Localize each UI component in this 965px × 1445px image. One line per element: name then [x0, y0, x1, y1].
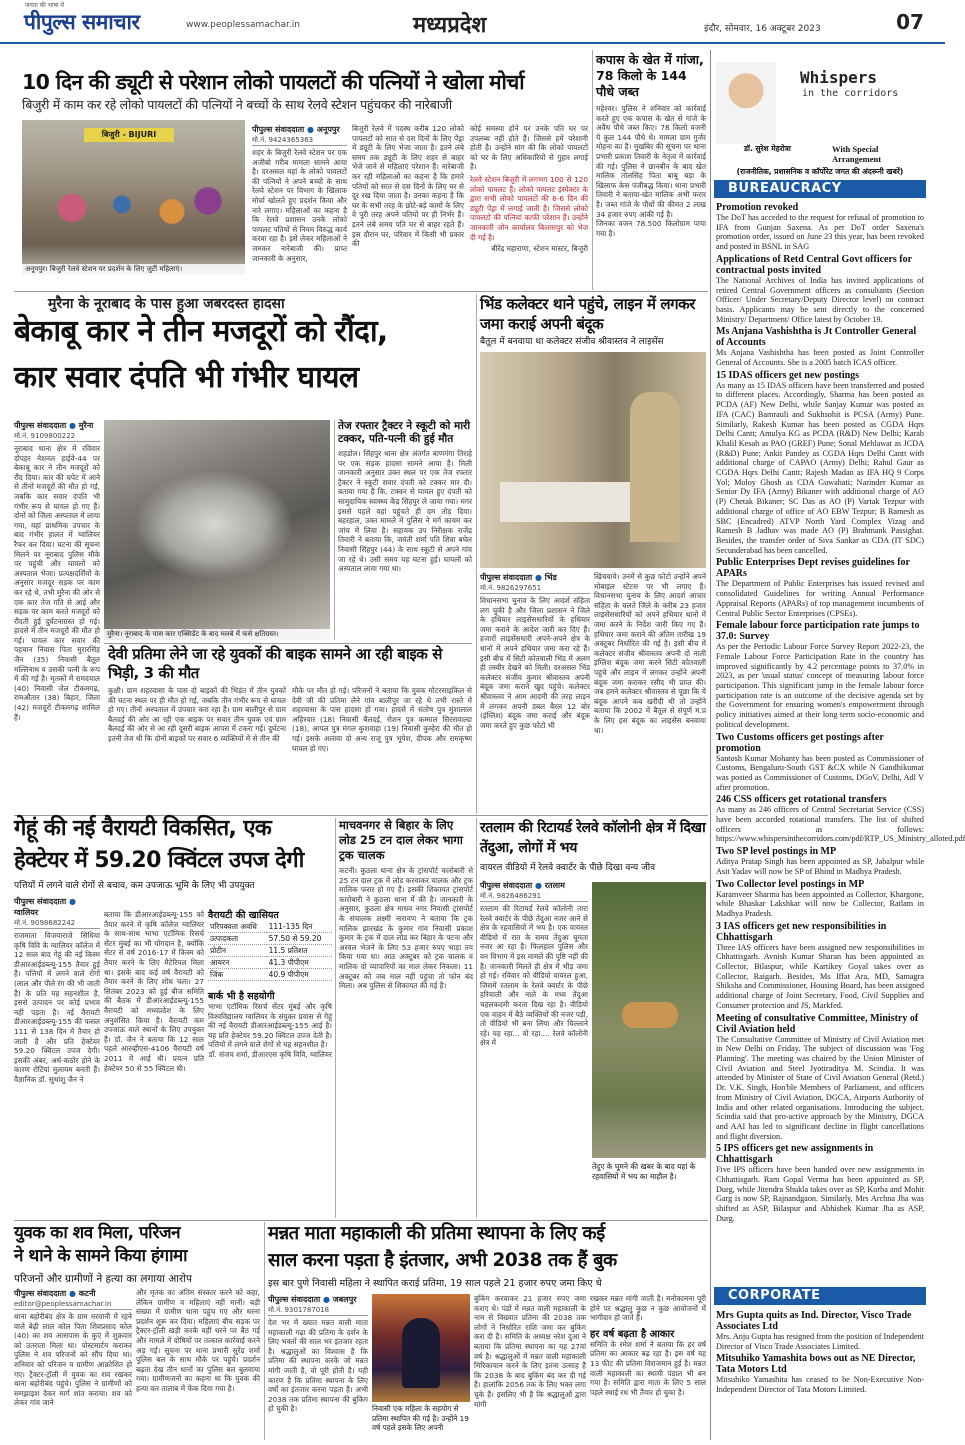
- story3-text-1: विधानसभा चुनाव के लिए आदर्श संहिता लग चुकी है और जिला प्रशासन ने जिले के हथियार लाइसेंसधारियों के हथियार जमा कराने के आदेश जारी कर दिए हैं। हजारों लाइसेंसधारी अपने-अपने क्षेत्र के थानों में अपने हथियार जमा करा रहे हैं। इसी बीच में सिटी कोतवाली भिंड में अलग ही तस्वीर देखने को मिली। दरअसल भिंड कलेक्टर संजीव कुमार श्रीवास्तव अपनी बंदूक जमा कराने खुद पहुंचे। कलेक्टर श्रीवास्तव ने आम आदमी की तरह लाइन में लगकर अपनी डबल बैरल 12 बोर (इंग्लिश) बंदूक जमा कराई और बंदूक जमा करते हुए कुछ फोटो भी: [480, 596, 590, 730]
- story6-headline: माचवनगर से बिहार के लिए लोड 25 टन दाल लेकर भागा ट्रक चालक: [339, 818, 463, 862]
- table-shape: [500, 482, 650, 522]
- bureaucracy-item-heading: 5 IPS officers get new assignments in Chhattisgarh: [716, 1143, 874, 1166]
- station-sign: बिजुरी - BIJURI: [84, 128, 174, 142]
- bureaucracy-item-heading: 3 IAS officers get new responsibilities in Chhattisgarh: [716, 920, 887, 943]
- byline-source: पीपुल्स संवाददाता: [252, 125, 305, 134]
- whispers-subtitle: (राजनीतिक, प्रशासनिक व कॉर्पोरेट जगत की अंदरूनी खबरें): [736, 167, 904, 176]
- story2-mobile: मो.नं. 9109800222: [14, 431, 100, 442]
- wreck-shape: [134, 470, 294, 580]
- story2b-headline: तेज रफ्तार ट्रैक्टर ने स्कूटी को मारी टक्कर, पति-पत्नी की हुई मौत: [338, 420, 471, 445]
- story1-photo-caption: अनूपपुर। बिजुरी रेलवे स्टेशन पर प्रदर्शन के लिए जुटीं महिलाएं।: [22, 264, 245, 275]
- story9-col3: [590, 1294, 706, 1440]
- story9-headline-2: साल करना पड़ता है इंतजार, अभी 2038 तक हैं बुक: [268, 1250, 617, 1271]
- story1-photo: [22, 120, 245, 275]
- story5-sub2-attrib: डॉ. संजय शर्मा, डीआरएस कृषि विवि, ग्वालियर: [208, 1049, 332, 1059]
- bureaucracy-item-body: Karamveer Sharma has been appointed as Collector, Khargone, while Bhaskar Lakshkar will now be Collector, Ratlam in Madhya Pradesh.: [716, 889, 924, 918]
- table-cell-value: 57.50 से 59.20: [267, 933, 332, 945]
- story2b: [338, 420, 472, 640]
- story1-body-col3: कोई समस्या होने पर उनके पति घर पर उपलब्ध नहीं होते हैं। जिससे हमें परेशानी होती है। उन्होंने मांग की कि लोको पायलटों को घर के लिए अधिकारियों से गुहार लगाई है।: [470, 124, 588, 172]
- bureaucracy-item-heading: Meeting of consultative Committee, Ministry of Civil Aviation held: [716, 1012, 919, 1035]
- story9-headline-1: मन्नत माता महाकाली की प्रतिमा स्थापना के लिए कई: [268, 1223, 605, 1244]
- story1-col3: [470, 124, 588, 284]
- corporate-item-heading: Mrs Gupta quits as Ind. Director, Visco Trade Associates Ltd: [716, 1310, 912, 1332]
- story2-body: [14, 420, 100, 810]
- story2-text: नूराबाद थाना क्षेत्र में रविवार दोपहर नेशनल हाईवे-44 पर बेकाबू कार ने तीन मजदूरों को रौंद दिया। कार की चपेट में आने से तीनों मजदूरों की मौत हो गई, जबकि कार सवार दंपति भी गंभीर रूप से घायल हो गए हैं। दोनों को जिला अस्पताल में लाया गया, यहां प्राथमिक उपचार के बाद गंभीर हालत में ग्वालियर रैफर कर दिया। घटना की सूचना मिलने पर नूराबाद पुलिस मौके पर पहुंची और घायलों को अस्पताल भेजा। प्रत्यक्षदर्शियों के अनुसार मजदूर सड़क पर काम कर रहे थे, तभी मुरैना की ओर से एक कार तेज गति से आई और सड़क पर काम करते मजदूरों को रौंदती हुई दुर्घटनाग्रस्त हो गई। हादसे में तीन मजदूरों की मौत हो गई। घायल कार सवार की पहचान निवास पिता मुरारसिंह जैन (35) निवासी बैतूल मल्लिनाथ व उसकी पत्नी के रूप में की गई है। मृतकों में रामदयाल (40) निवासी जेल टीकमगढ़, रामऔतार (38) बिहार, जिला (42) मजदूरों टीकमगढ़ शामिल हैं।: [14, 444, 101, 722]
- rule: [710, 50, 711, 1440]
- bureaucracy-item-body: The DoT has acceded to the request for refusal of promotion to IFA from Gunjan Saxena. As per DoT order Saxena's promotion order, issued on June 23 this year, has been revoked and posted in BSNL in SAG: [716, 213, 924, 252]
- story4-text-2: मौके पर मौत हो गई। परिजनों ने बताया कि युवक मोटरसाइकिल से देवी जी की प्रतिमा लेने गांव बालीपुर जा रहे थे तभी रास्ते में शहरवासा के पास हादसा हो गया। हादसे में संतोष पुत्र मुंशालाल अहिरवार (18) निवासी बैलदई, रोशन पुत्र कम्माल सिरसवाल्दा (18), आपल पुत्र मंगल कुशवाहा (19) निवासी कुम्हेरा की मौत हो गई। इसके अलावा दो अन्य राजू पुत्र भूपेश, दीपक और रामकृष्ण घायल हो गए।: [292, 686, 472, 753]
- bureaucracy-item-body: The Department of Public Enterprises has issued revised and consolidated Guidelines for writing Annual Performance Appraisal Reports (APARs) of top management incumbents of Central Public Sector Enterprises (CPSEs).: [716, 579, 924, 618]
- bureaucracy-list: [716, 200, 965, 1223]
- dateline: इंदौर, सोमवार, 16 अक्टूबर 2023: [704, 24, 821, 34]
- story1-body-col1: शहर के बिजुरी रेलवे स्टेशन पर एक अजीबो गरीब मामला सामने आया है। दरअसल यहां के लोको पायलटों की पत्नियों ने अपने बच्चों के साथ रेलवे स्टेशन पर विभाग के खिलाफ मोर्चा खोलते हुए प्रदर्शन किया और नारे लगाए। महिलाओं का कहना है कि रेलवे प्रशासन उनके लोको पायलट पतियों से नियम विरुद्ध कार्य करवा रहा है। इसे लेकर महिलाओं ने जमकर नारेबाजी की। प्राप्त जानकारी के अनुसार,: [252, 148, 347, 263]
- table-row: [208, 957, 332, 969]
- story2-byline: पीपुल्स संवाददाता ● मुरैना: [14, 421, 94, 430]
- paper-tagline: जनता की भाषा में: [25, 2, 65, 9]
- story5-col1: [14, 896, 100, 1216]
- credit: With Special Arrangement: [832, 144, 882, 164]
- leopard-shape: [622, 1002, 678, 1028]
- story4-headline: देवी प्रतिमा लेने जा रहे युवकों की बाइक सामने आ रही बाइक से भिड़ी, 3 की मौत: [108, 645, 442, 682]
- whispers-title-1: Whispers: [800, 68, 878, 87]
- byline-place: रतलाम: [544, 881, 565, 890]
- story8-subhead: परिजनों और ग्रामीणों ने हत्या का लगाया आरोप: [14, 1273, 192, 1285]
- corporate-list: [716, 1308, 924, 1440]
- story9-col1: [268, 1294, 368, 1440]
- corporate-item-body: Mitsuhiko Yamashita has ceased to be Non-Executive Non-Independent Director of Tata Motors Limited.: [716, 1375, 924, 1395]
- rule: [14, 1220, 708, 1221]
- story2-headline-2: कार सवार दंपति भी गंभीर घायल: [14, 360, 359, 395]
- story5-sub2: बार्क भी है सहयोगी: [208, 991, 275, 1002]
- story1-bullet: रेलवे स्टेशन बिजुरी में लगभग 100 से 120 लोको पायलट हैं। लोको पायलट इंस्पेक्टर के द्वारा सभी लोको पायलटों की 6-6 दिन की ड्यूटी पेंड्रा में लगाई जाती है। जिससे लोको पायलटों की पत्नियां काफी परेशान हैं। उन्होंने जानकारी जोन कार्यालय बिलासपुर को भेज दी गई है।: [470, 174, 588, 242]
- byline-place: अनूपपुर: [316, 125, 340, 134]
- bureaucracy-item-heading: Female labour force participation rate jumps to 37.0: Survey: [716, 620, 920, 643]
- byline-source: पीपुल्स संवाददाता: [480, 881, 533, 890]
- rule: [14, 291, 708, 292]
- table-cell-value: 41.3 पीपीएम: [267, 957, 332, 969]
- story5-sidebar: [208, 910, 332, 1216]
- rule: [476, 294, 477, 814]
- masthead: [0, 0, 945, 44]
- story1-subhead: बिजुरी में काम कर रहे लोको पायलटों की पत्नियों ने बच्चों के साथ रेलवे स्टेशन पहुंचकर की नारेबाजी: [22, 97, 452, 112]
- story3-col2: [594, 572, 706, 814]
- story5-mobile: मो.नं. 9098682242: [14, 918, 100, 929]
- byline-place: जबलपुर: [332, 1295, 357, 1304]
- story9-sub-body: समिति के रमेश शर्मा ने बताया कि हर वर्ष प्रतिमा का आकार बढ़ रहा है। इस वर्ष यह 13 फीट की प्रतिमा विराजमान हुई है। मन्नत वाली महाकाली का स्थायी पंडाल भी बन गया है। समिति द्वारा माता के लिए 5 साल पहले स्थाई रथ भी तैयार हो चुका है।: [590, 1339, 706, 1397]
- variety-table: [208, 921, 332, 981]
- cotton-price-tail: किलोग्राम पाया गया है।: [596, 219, 706, 238]
- story5-subhead: पत्तियों में लगने वाले रोगों से बचाव, कम उपजाऊ भूमि के लिए भी उपयुक्त: [14, 881, 255, 891]
- bureaucracy-band: BUREAUCRACY: [714, 180, 926, 198]
- bureaucracy-item-body: Five IPS officers have been handed over new assignments in Chhattisgarh. Ram Gopal Verma has been appointed as SP, Durg, while Jitendra Shukla takes over as SP, Korba and Mohit Garg is now SP, Rajnandgaon. Similarly, Mrs Archna Jha was shifted as ASP, Bilaspur and Abhishek Kumar Jha as ASP, Durg.: [716, 1165, 924, 1223]
- bureaucracy-item-heading: 246 CSS officers get rotational transfers: [716, 794, 887, 806]
- story9-text-2: बुकिंग करवाकर 21 हजार रुपए जमा कराए थे। पंडों में मन्नत वाली महाकाली के नाम से विख्यात प्रतिमा की 2038 तक लोगों ने निर्धारित राशि जमा कर बुकिंग करा दी है। समिति के अध्यक्ष नरेश दुआ ने बताया कि प्रतिमा स्थापना का यह 27वां वर्ष है। श्रद्धालुओं में मन्नत वाली महाकाली मिरिकायान करने के लिए इतना उत्साह है कि 2038 के बाद बुकिंग बंद कर दी गई है। हालांकि 2056 तक के लिए भक्त लगा चुके हैं। इसलिए भी है कि श्रद्धालुओं द्वारा मांगी: [474, 1294, 586, 1409]
- story1-attrib: बीरेंद्र महाराणा, स्टेशन मास्टर, बिजुरी: [491, 244, 588, 254]
- story9-subhead: इस बार पुणे निवासी महिला ने स्थापित कराई प्रतिमा, 19 साल पहले 21 हजार रुपए जमा किए थे: [268, 1278, 602, 1289]
- byline-source: पीपुल्स संवाददाता: [480, 573, 533, 582]
- cotton-price: [596, 219, 706, 238]
- bureaucracy-item-body: The National Archives of India has invited applications of retired Central Government officers as consultants (Section Officer/ Under Secretary/Deputy Director level) on contract basis. Applicants may be sent directly to the concerned Ministry/ Department/ Office latest by October 19.: [716, 275, 924, 324]
- table-row: [208, 969, 332, 981]
- story8-headline-1: युवक का शव मिला, परिजन: [14, 1223, 181, 1243]
- table-cell-value: 11.5 प्रतिशत: [267, 945, 332, 957]
- story6-text: कटनी। कुठला थाना क्षेत्र के ट्रांसपोर्ट कारोबारी से 25 टन दाल ट्रक में लोड करवाकर चालक और ट्रक मालिक फरार हो गए हैं। इसकी शिकायत ट्रांसपोर्ट कारोबारी ने कुठला थाना में की है। जानकारी के अनुसार, कुठला क्षेत्र माधव नगर निवासी ट्रांसपोर्ट के संचालक लक्ष्मी नारायण ने बताया कि ट्रक मालिक झारखंड के कुमार गांव निवासी प्रकाश कुमार के ट्रक में दाल लोड कर बिहार के पटना और अरवल भेजने के लिए 53 हजार रुपए भाड़ा तय किया गया था। आठ अक्टूबर को ट्रक चालक व मालिक दो व्यापारियों का माल लेकर निकला। 11 अक्टूबर को जब माल नहीं पहुंचा तो फोन बंद मिला। अब पुलिस से शिकायत की गई है।: [339, 866, 473, 991]
- rule: [104, 643, 472, 644]
- story2-photo: [104, 420, 330, 640]
- byline-source: पीपुल्स संवाददाता: [268, 1295, 321, 1304]
- story2-kicker: मुरैना के नूराबाद के पास हुआ जबरदस्त हादसा: [48, 296, 285, 312]
- idol-shape: [402, 1318, 440, 1388]
- byline-source: पीपुल्स संवाददाता: [14, 421, 67, 430]
- story3-text-2: खिंचवाये। उनमें से कुछ फोटो उन्होंने अपने मोबाइल स्टेटस पर भी लगाए हैं। विधानसभा चुनाव के लिए आदर्श आचार संहिता के चलते जिले के करीब 23 हजार लाइसेंसधारियों को अपने हथियार थानों में जमा करने के निर्देश जारी किए गए हैं। हथियार जमा कराने की अंतिम तारीख 19 अक्टूबर निर्धारित की गई है। इसी बीच में कलेक्टर संजीव श्रीवास्तव अपनी दो नाली इंग्लिश बंदूक जमा करने सिटी कोतवाली पहुंचे और लाइन में लगकर उन्होंने अपनी बंदूक जमा कराकर रसीद भी प्राप्त की। जब हमने कलेक्टर श्रीवास्तव से पूछा कि ये बंदूक आपने कब खरीदी थी तो उन्होंने बताया कि 2002 में बैतूल से संपूर्ण म.प्र के लिए इस बंदूक का लाइसेंस बनवाया था।: [594, 572, 706, 735]
- story9-photo-caption: निवासी एक महिला के सहयोग से प्रतिमा स्थापित की गई है। उन्होंने 19 वर्ष पहले इसके लिए अपनी: [372, 1404, 469, 1433]
- story5-text-1: राजमाता विजयाराजे सिंधिया कृषि विवि के ग्वालियर कॉलेज में 12 साल बाद गेहूं की नई किस्म डीआरआईडब्ल्यू-155 तैयार हुई है। पत्तियों में लगने वाले रोगों (लाल और पीले रंग की भी जाती है) के प्रति यह सहनशील है, इससे उत्पादन पर कोई प्रभाव नहीं पड़ता है। नई वैरायटी डीआरआईडब्ल्यू-155 की फसल 111 से 138 दिन में तैयार हो जाती है और प्रति हेक्टेयर 59.20 क्विंटल उपज देगी। इसकी अंबर, अर्ध-कठोर होने के कारण रोटियां मुलायम बनती हैं। वैज्ञानिक डॉ. सुधांशु जैन ने: [14, 931, 100, 1084]
- story7-photo: [592, 882, 706, 1158]
- story8-email: editor@peoplessamachar.in: [14, 1299, 132, 1310]
- story7-mobile: मो.नं. 9826486291: [480, 891, 588, 902]
- table-cell-key: परिपक्वता अवधि: [208, 921, 267, 933]
- story2b-text: शहडोल। सिंहपुर थाना क्षेत्र अंतर्गत बाणगंगा तिराहे पर एक सड़क हादसा सामने आया है। मिली जानकारी अनुसार उक्त स्थल पर एक तेज रफ्तार ट्रैक्टर ने स्कूटी सवार दंपती को टक्कर मार दी। बताया गया है कि, टक्कर से घायल हुए दंपती को सामुदायिक स्वास्थ्य केंद्र सिंहपुर ले जाया गया। मगर इससे पहले वहां पहुंचते ही दम तोड़ दिया। बहरहाल, उक्त मामले में पुलिस ने मर्ग कायम कर जांच में लिया है। सहायक उप निरीक्षक राजेंद्र तिवारी ने बताया कि, जयंती शर्मा पति शिवा बघेल निवासी सिंहपुर (44) के साथ स्कूटी से अपने गांव जा रहे थे। उसी समय यह घटना हुई। घायलों को अस्पताल लाया गया था।: [338, 449, 472, 574]
- bureaucracy-item-body: As many as 246 officers of Central Secretariat Service (CSS) have been accorded rotational transfers. The list of shifted officers as follows: https://www.whispersinthecorridors.com/pdf/RTP_US_Ministry_alloted.pdf: [716, 805, 965, 844]
- story9-text-3: रखकर मन्नत मांगी जाती है। मनोकामना पूरी होने पर श्रद्धालु कुछ न कुछ आयोजनों में भागीदार हो जाते हैं।: [590, 1294, 706, 1323]
- story1-mobile: मो.नं. 9424365363: [252, 135, 347, 146]
- rule: [335, 818, 336, 1218]
- section-title: मध्यप्रदेश: [413, 13, 487, 38]
- cotton-body: [596, 104, 706, 286]
- story1-col1: [252, 124, 347, 284]
- story3-headline: भिंड कलेक्टर थाने पहुंचे, लाइन में लगकर जमा कराई अपनी बंदूक: [480, 295, 696, 333]
- officer-shape: [630, 392, 680, 542]
- page-number: 07: [896, 10, 924, 34]
- table-row: [208, 933, 332, 945]
- byline-place: कटनी: [78, 1289, 96, 1298]
- story9-col2: [474, 1294, 586, 1440]
- story9-text-1: देश भर में ख्यात मन्नत वाली माता महाकाली गढ़ा की प्रतिमा के दर्शन के लिए भक्तों की साल भर इंतजार रहता है। श्रद्धालुओं का विश्वास है कि प्रतिमा की स्थापना करके जो मन्नत मांगी जाती है, वो पूरी होती है। यही कारण है कि प्रतिमा स्थापना के लिए वर्षों का इंतजार करना पड़ता है। अभी 2038 तक प्रतिमा स्थापना की बुकिंग हो चुकी है।: [268, 1318, 368, 1414]
- story3-subhead: बैतूल में बनवाया था कलेक्टर संजीव श्रीवास्तव ने लाइसेंस: [480, 337, 664, 347]
- byline-place: भिंड: [544, 573, 557, 582]
- bureaucracy-item-heading: Applications of Retd Central Govt officers for contractual posts invited: [716, 253, 912, 276]
- bureaucracy-item-body: As many as 15 IDAS officers have been transferred and posted to different places. Accordingly, Sharma has been posted as PCDA (AF) New Delhi, while Sanjay Kumar was posted as IFA (CAC) Bamrauli and Sukhsohit is PCSA (Army) Pune. Similarly, Rakesh Kumar has been posted as CGDA Hqrs Delhi Cantt; Amulya KG as PCDA (R&D) New Delhi; Karab Khalil Kesah as PAO (GREF) Pune; Sonal Mehlawat as JCDA (R&D) Pune; Ankit Pandey as CGDA Hqrs Delhi Cantt with additional charge of CAPAO (Army) Delhi; Rahul Gaur as CGDA Hqrs Delhi Cantt; Rajesh Madan as IFA HQ 9 Corps Yol; Moloy Ghosh as CDA Guwahati; Narinder Kumar as Senior Dy IFA (Army) Bikaner with additional charge of AO (P) Chetak Bikaner; SC Das as AO (P) Vartak Tezpur with additional charge of office of AO EBW Tezpur; B Ramesh as SBC (Encadred) ATVP North Yard Complex Vizag and Ramesh B Jadhav was made AO (P) Brahmank Passighat. Besides, the transfer order of Siva Sankar as CDA (IT SDC) Secunderabad has been cancelled.: [716, 380, 924, 555]
- story3-mobile: मो.नं. 9826297651: [480, 583, 590, 594]
- story9-photo: [372, 1294, 470, 1402]
- story1-body-col2: बिजुरी रेलवे में पदस्थ करीब 120 लोको पायलटों को सात से दस दिनों के लिए पेंड्रा में ड्यूटी के लिए भेजा जाता है। इतने लंबे समय तक ड्यूटी के लिए शहर से बाहर भेजे जाने से महिलाएं परेशान हैं। नारेबाजी कर रही महिलाओं का कहना है कि हमारे पतियों को सात से दस दिनों के लिए घर से दूर रख दिया जाता है। उनका कहना है कि घर के सभी तरह के छोटे-बड़े कामों के लिए वे पूरी तरह अपने पतियों पर ही निर्भर हैं। इतने लंबे समय पति घर से बाहर रहते हैं। इस दौरान घर, परिवार में किसी भी प्रकार की: [352, 124, 464, 249]
- corporate-items: [716, 1310, 924, 1395]
- story7-subhead: वायरल वीडियो में रेलवे क्वार्टर के पीछे दिखा वन्य जीव: [480, 863, 656, 873]
- rule: [476, 818, 477, 1218]
- story2-photo-caption: मुरैना। नूराबाद के पास कार एक्सिडेंट के बाद मलबे में फंसे क्षतिग्रस्त।: [104, 629, 330, 640]
- corporate-band: CORPORATE: [714, 1287, 926, 1305]
- cotton-headline: कपास के खेत में गांजा, 78 किलो के 144 पौधे जब्त: [596, 52, 704, 99]
- story6-body: [339, 866, 473, 1216]
- rule: [334, 420, 335, 640]
- story1-col2: [352, 124, 464, 284]
- story9-byline: पीपुल्स संवाददाता ● जबलपुर: [268, 1295, 357, 1304]
- story8-col2: [136, 1288, 260, 1440]
- crowd-shape: [32, 180, 232, 250]
- bureaucracy-items: [716, 202, 965, 1224]
- story9-mobile: मो.नं. 9301787018: [268, 1305, 368, 1316]
- bureaucracy-item-heading: Promotion revoked: [716, 202, 799, 213]
- story5-sub2-body: भाभा एटॉमिक रिसर्च सेंटर मुंबई और कृषि विश्वविद्यालय ग्वालियर के संयुक्त प्रयास से गेहूं की नई वैरायटी डीआरआईडब्ल्यू-155 आई है। यह प्रति हेक्टेयर 59.20 क्विंटल उपज देती है। पत्तियों में लगने वाले रोगों से यह सहनशील है।: [208, 1002, 332, 1050]
- story2-headline-1: बेकाबू कार ने तीन मजदूरों को रौंदा,: [14, 314, 388, 349]
- story1-headline: 10 दिन की ड्यूटी से परेशान लोको पायलटों की पत्नियों ने खोला मोर्चा: [22, 70, 524, 94]
- bureaucracy-item-heading: Ms Anjana Vashishtha is Jt Controller General of Accounts: [716, 326, 917, 349]
- story8-headline-2: ने थाने के सामने किया हंगामा: [14, 1246, 188, 1266]
- story7-col1: [480, 880, 588, 1216]
- rule: [592, 50, 593, 290]
- story7-byline: पीपुल्स संवाददाता ● रतलाम: [480, 881, 565, 890]
- story7-text: रतलाम की रिटायर्ड रेलवे कॉलोनी तारा रेलवे क्वार्टर के पीछे तेंदुआ नजर आने से क्षेत्र के रहवासियों में भय है। एक वायरल वीडियो में रात के समय तेंदुआ घूमता नजर आ रहा है। फिलहाल पुलिस और वन विभाग में इस मामले की पुष्टि नहीं की है। जानकारी मिलते ही क्षेत्र में भीड़ जमा हो गई। रविवार को वीडियो वायरल हुआ, जिसमें रतलाम के रेलवे क्वार्टर के पीछे हरियाली और नाले के मध्य तेंदुआ चहलकदमी करता दिख रहा है। वीडियो एक वाहन में बैठे व्यक्तियों की नजर पड़ी, तो वीडियो भी बना लिया और चिल्लाने रहे। यह रहा... वो रहा.... रेलवे कॉलोनी क्षेत्र में: [480, 904, 588, 1048]
- story8-col1: [14, 1288, 132, 1440]
- bureaucracy-item-body: Ms Anjana Vashishtha has been posted as Joint Controller General of Accounts. She is a 2005 batch ICAS officer.: [716, 348, 924, 368]
- whispers-box: [714, 58, 924, 166]
- story8-text-1: थाना बहोरीबंद क्षेत्र के ग्राम मरवानी में रहने वाले बेढ़ी लाल कोल पिता शिवप्रसाद कोल (40) का शव आसपास के कुएं में शुक्रवार को उतराता मिला था। पोस्टमार्टम कराकर पुलिस ने शव परिजनों को सौंप दिया था। शनिवार को परिजन व ग्रामीण आक्रोशित हो गए। ट्रैक्टर-ट्रॉली में युवक का शव रखकर थाना बहोरीबंद पहुंचे। पुलिस ने ग्रामीणों को समझाइश देकर मार्ग शांत कराया। शव को लेकर गांव जाने: [14, 1312, 132, 1408]
- story8-byline: पीपुल्स संवाददाता ● कटनी: [14, 1289, 96, 1298]
- table-row: [208, 921, 332, 933]
- bureaucracy-item-heading: Public Enterprises Dept revises guidelines for APARs: [716, 557, 910, 580]
- bureaucracy-item-heading: Two Collector level postings in MP: [716, 878, 865, 890]
- bureaucracy-item-body: The Consultative Committee of Ministry of Civil Aviation met in New Delhi on Friday. The subject of discussion was 'Fog Planning'. The meeting was chaired by the Union Minister of Civil Aviation and Steel Jyotiraditya M. Scindia. It was attended by Minister of State of Civil Aviation General (Retd.) Dr. V.K. Singh, Hon'ble Members of Parliament, and officers from Ministry of Civil Aviation, DGCA, Airports Authority of India and other related organisations. Introducing the subject, Scindia said that pro-active approach by the Ministry, DGCA and AAI has led to significant decline in flight cancellations and flight diversion.: [716, 1034, 924, 1141]
- story4-col1: [108, 686, 286, 808]
- bureaucracy-item-heading: 15 IDAS officers get new postings: [716, 369, 860, 381]
- bureaucracy-item-heading: Two Customs officers get postings after promotion: [716, 731, 884, 754]
- story5-headline-2: हेक्टेयर में 59.20 क्विंटल उपज देगी: [14, 848, 304, 873]
- table-cell-key: प्रोटीन: [208, 945, 267, 957]
- table-cell-value: 40.9 पीपीएम: [267, 969, 332, 981]
- story1-byline: पीपुल्स संवाददाता ● अनूपपुर: [252, 125, 340, 134]
- byline-source: पीपुल्स संवाददाता: [14, 1289, 67, 1298]
- story4-text-1: कुक्षी। ग्राम शहरवासा के पास दो बाइकों की भिड़ंत में तीन युवकों की घटना स्थल पर ही मौत हो गई, जबकि तीन गंभीर रूप से घायल हो गए। तीनों अस्पताल में उपचार करा रहा है। ग्राम बालीपुर से ग्राम बैलदई की ओर आ रही एक बाइक पर सवार तीन युवक एवं ग्राम बैलदई की ओर से आ रही दूसरी बाइक आपस में टकरा गई। दुर्घटना इतनी तेज थी कि दोनों बाइकों पर सवार 6 व्यक्तियों में से तीन की: [108, 686, 286, 743]
- story8-text-2: और मृतक का अंतिम संस्कार करने को कहा, लेकिन ग्रामीण व महिलाएं नहीं मानीं। बड़ी संख्या में ग्रामीण थाना पहुंच गए और धरना प्रदर्शन शुरू कर दिया। महिलाएं बीच सड़क पर ट्रैक्टर-ट्रॉली खड़ी करके वहीं धरने पर बैठ गईं और मामले में दोषियों पर तत्काल कार्रवाई करने अड़ गईं। सूचना पर थाना प्रभारी सुरेंद्र शर्मा पुलिस बल के साथ मौके पर पहुंचे। प्रदर्शन बढ़ता देख तीन थानों का पुलिस बल बुलवाया गया। ग्रामीणजनों का कहना था कि युवक की हत्या कर तालाब में फेंक दिया गया है।: [136, 1288, 260, 1393]
- rule: [264, 1222, 265, 1440]
- story5-table-title: वैरायटी की खासियत: [208, 910, 279, 921]
- table-cell-key: जिंक: [208, 969, 267, 981]
- table-cell-key: उत्पादकता: [208, 933, 267, 945]
- bureaucracy-item-heading: Two SP level postings in MP: [716, 846, 837, 858]
- byline-source: पीपुल्स संवाददाता: [14, 897, 67, 906]
- story7-photo-caption: तेंदुए के घूमने की खबर के बाद यहां के रहवासियों में भय का माहौल है।: [592, 1162, 696, 1181]
- bureaucracy-item-body: Aditya Pratap Singh has been appointed as SP, Jabalpur while Asit Yadav will now be SP of Bhind in Madhya Pradesh.: [716, 857, 924, 876]
- author-name: डॉ. सुरेश मेहरोत्रा: [744, 144, 791, 153]
- bureaucracy-item-body: Three IAS officers have been assigned new responsibilities in Chhattisgarh. Avnish Kumar Sharan has been appointed as Collector, Bilaspur, while Kartikey Goyal takes over as Collector, Raigarh. Besides, Ms Iffat Ara, MD, Samagra Shiksha and Commissioner, Housing Board, has been assigned additional charge of Joint Secretary, Food, Civil Supplies and Consumer protection and JS, Markfed.: [716, 942, 924, 1010]
- bureaucracy-item-body: Santosh Kumar Mohanty has been posted as Commissioner of Customs, Bengaluru-South GST &CX while N Gandhikumar was posted as Commissioner of Customs, DGoV, Delhi, Adl V after promotion.: [716, 753, 924, 792]
- story9-sub: हर वर्ष बढ़ता है आकार: [590, 1328, 675, 1340]
- website: www.peoplessamachar.in: [186, 20, 300, 30]
- story3-photo: [480, 352, 706, 568]
- cotton-price-value: 78.500: [635, 219, 662, 229]
- whispers-title-2: in the corridors: [802, 88, 899, 99]
- bureaucracy-item-body: As per the Periodic Labour Force Survey Report 2022-23, the Female Labour Force Participation Rate in the country has improved significantly by 4.2 percentage points to 37.0% in 2023, as per 'usual status' concept of measuring labour force participation. This significant jump in the female labour force participation rate is an outcome of the decisive agenda set by the Government for ensuring women's empowerment through policy initiatives aimed at their long term socio-economic and political development.: [716, 642, 924, 729]
- story4-col2: [292, 686, 472, 808]
- byline-place: ग्वालियर: [14, 908, 39, 917]
- cotton-price-label: जिनका वजन: [596, 219, 633, 229]
- byline-place: मुरैना: [78, 421, 94, 430]
- corporate-item-heading: Mitsuhiko Yamashita bows out as NE Director, Tata Motors Ltd: [716, 1353, 916, 1376]
- story7-headline: रतलाम की रिटायर्ड रेलवे कॉलोनी क्षेत्र में दिखा तेंदुआ, लोगों में भय: [480, 820, 706, 856]
- paper-name: पीपुल्स समाचार: [24, 10, 140, 34]
- table-cell-key: आयरन: [208, 957, 267, 969]
- table-cell-value: 111-135 दिन: [267, 921, 332, 933]
- table-row: [208, 945, 332, 957]
- story5-text-2: बताया कि डीआरआईडब्ल्यू-155 को तैयार करने में कृषि कॉलेज ग्वालियर के साथ-साथ भाभा एटॉमिक रिसर्च सेंटर मुंबई का भी योगदान है, क्योंकि सेंटर से वर्ष 2016-17 में किस्म को तैयार करने के लिए मैटेरियल मिला था। इसके बाद कई वर्ष वैरायटी को तैयार करने के लिए शोध चला। 27 सितंबर 2023 को हुई बीज समिति की बैठक में डीआरआईडब्ल्यू-155 वैरायटी को मध्यप्रदेश के लिए अनुशंसित किया है। वैरायटी कम उपजाऊ वाले स्थानों के लिए उपयुक्त है। डॉ. जैन ने बताया कि 12 साल पहले आरव्हीएस-4106 वैरायटी वर्ष 2011 में आई थी। प्रयत्न प्रति हेक्टेयर 50 से 55 क्विंटल थी।: [104, 910, 204, 1073]
- story5-headline-1: गेहूं की नई वैरायटी विकसित, एक: [14, 816, 272, 841]
- author-photo: [716, 62, 776, 144]
- story5-col2: [104, 910, 204, 1216]
- story3-byline: पीपुल्स संवाददाता ● भिंड: [480, 573, 557, 582]
- story5-byline: पीपुल्स संवाददाता ● ग्वालियर: [14, 897, 76, 917]
- story3-col1: [480, 572, 590, 814]
- corporate-item-body: Mrs. Anju Gupta has resigned from the position of Independent Director of Visco Trade Associates Limited.: [716, 1332, 924, 1351]
- cotton-text: महेश्वर। पुलिस ने शनिवार को कार्रवाई करते हुए एक कपास के खेत से गांजे के अवैध पौधे जब्त किए। 78 किलो वजनी ये कुल 144 पौधे थे। मामला ग्राम गुर्जर मोहना का है। मुखबिर की सूचना पर थाना प्रभारी प्रकाश तिवारी के नेतृत्व में कार्रवाई की गई। पुलिस ने छानबीन के बाद खेत मालिक तोलसिंह पिता बाबू बड़ा के खिलाफ केस पंजीबद्ध किया। थाना प्रभारी तिवारी ने बताया-खेत मालिक अभी फरार है। जब्त गांजे के पौधों की कीमत 2 लाख 34 हजार रुपए आंकी गई है।: [596, 104, 706, 219]
